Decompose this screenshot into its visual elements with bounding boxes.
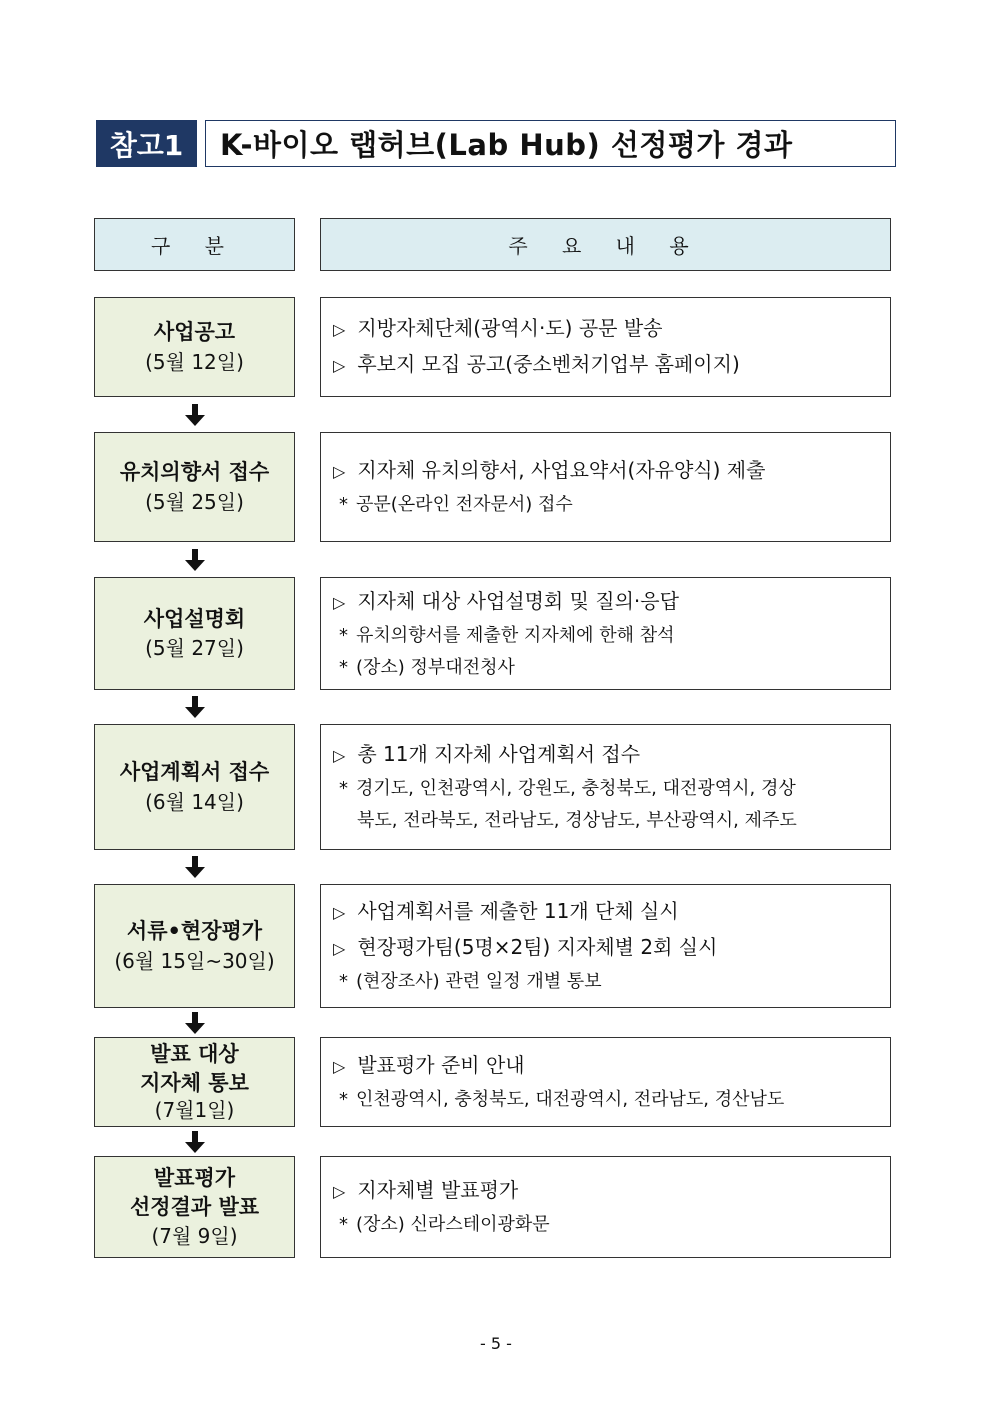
page-number: - 5 - (480, 1334, 512, 1353)
stage-cell (94, 432, 295, 542)
content-note: * 경기도, 인천광역시, 강원도, 충청북도, 대전광역시, 경상 (339, 778, 796, 799)
stage-cell (94, 884, 295, 1008)
content-line: ▷ 지자체 유치의향서, 사업요약서(자유양식) 제출 (333, 453, 890, 489)
stage-date: (5월 12일) (145, 349, 244, 374)
content-note: * (현장조사) 관련 일정 개별 통보 (339, 971, 602, 992)
content-cell (320, 577, 891, 690)
page-title: K-바이오 랩허브(Lab Hub) 선정평가 경과 (205, 120, 896, 167)
stage-name-second-line: 선정결과 발표 (129, 1195, 260, 1219)
stage-name-second-line: 지자체 통보 (140, 1070, 249, 1095)
stage-name: 발표평가 (153, 1165, 236, 1190)
content-note: * (장소) 신라스테이광화문 (339, 1214, 550, 1235)
stage-name: 발표 대상 (150, 1042, 239, 1067)
content-cell (320, 1156, 891, 1258)
content-line: ▷ 지자체 대상 사업설명회 및 질의·응답 (333, 584, 890, 620)
column-header-content: 주 요 내 용 (320, 218, 891, 271)
down-arrow-icon (180, 1010, 210, 1036)
content-line: ▷ 총 11개 지자체 사업계획서 접수 (333, 737, 890, 773)
stage-date: (7월 9일) (151, 1224, 238, 1249)
stage-cell (94, 1156, 295, 1258)
content-line: ▷ 사업계획서를 제출한 11개 단체 실시 (333, 894, 890, 930)
content-note: * 공문(온라인 전자문서) 접수 (339, 494, 573, 515)
stage-cell (94, 1037, 295, 1127)
down-arrow-icon (180, 547, 210, 573)
down-arrow-icon (180, 694, 210, 720)
stage-date: (5월 25일) (145, 489, 244, 514)
down-arrow-icon (180, 1129, 210, 1155)
stage-name: 사업계획서 접수 (119, 760, 270, 785)
content-line: ▷ 지방자체단체(광역시·도) 공문 발송 (333, 311, 890, 347)
stage-cell (94, 724, 295, 850)
column-header-stage: 구 분 (94, 218, 295, 271)
down-arrow-icon (180, 854, 210, 880)
content-cell (320, 884, 891, 1008)
content-note: * (장소) 정부대전청사 (339, 656, 515, 678)
content-line: ▷ 발표평가 준비 안내 (333, 1048, 890, 1084)
content-cell (320, 1037, 891, 1127)
content-line: ▷ 현장평가팀(5명×2팀) 지자체별 2회 실시 (333, 930, 890, 966)
stage-name: 사업공고 (153, 320, 236, 345)
content-line: ▷ 후보지 모집 공고(중소벤처기업부 홈페이지) (333, 347, 890, 383)
content-line: ▷ 지자체별 발표평가 (333, 1173, 890, 1209)
content-cell (320, 432, 891, 542)
stage-date: (7월1일) (154, 1097, 235, 1122)
stage-cell (94, 577, 295, 690)
content-cell (320, 297, 891, 397)
stage-name: 유치의향서 접수 (119, 460, 270, 485)
stage-cell (94, 297, 295, 397)
reference-badge: 참고1 (96, 120, 197, 167)
stage-name: 서류•현장평가 (126, 919, 263, 944)
content-note-continuation: 북도, 전라북도, 전라남도, 경상남도, 부산광역시, 제주도 (357, 810, 797, 831)
content-cell (320, 724, 891, 850)
down-arrow-icon (180, 402, 210, 428)
stage-name: 사업설명회 (143, 606, 246, 631)
stage-date: (6월 15일~30일) (114, 948, 275, 973)
content-note: * 인천광역시, 충청북도, 대전광역시, 전라남도, 경산남도 (339, 1089, 785, 1110)
stage-date: (6월 14일) (145, 789, 244, 814)
content-note: * 유치의향서를 제출한 지자체에 한해 참석 (339, 624, 675, 646)
stage-date: (5월 27일) (145, 636, 244, 661)
